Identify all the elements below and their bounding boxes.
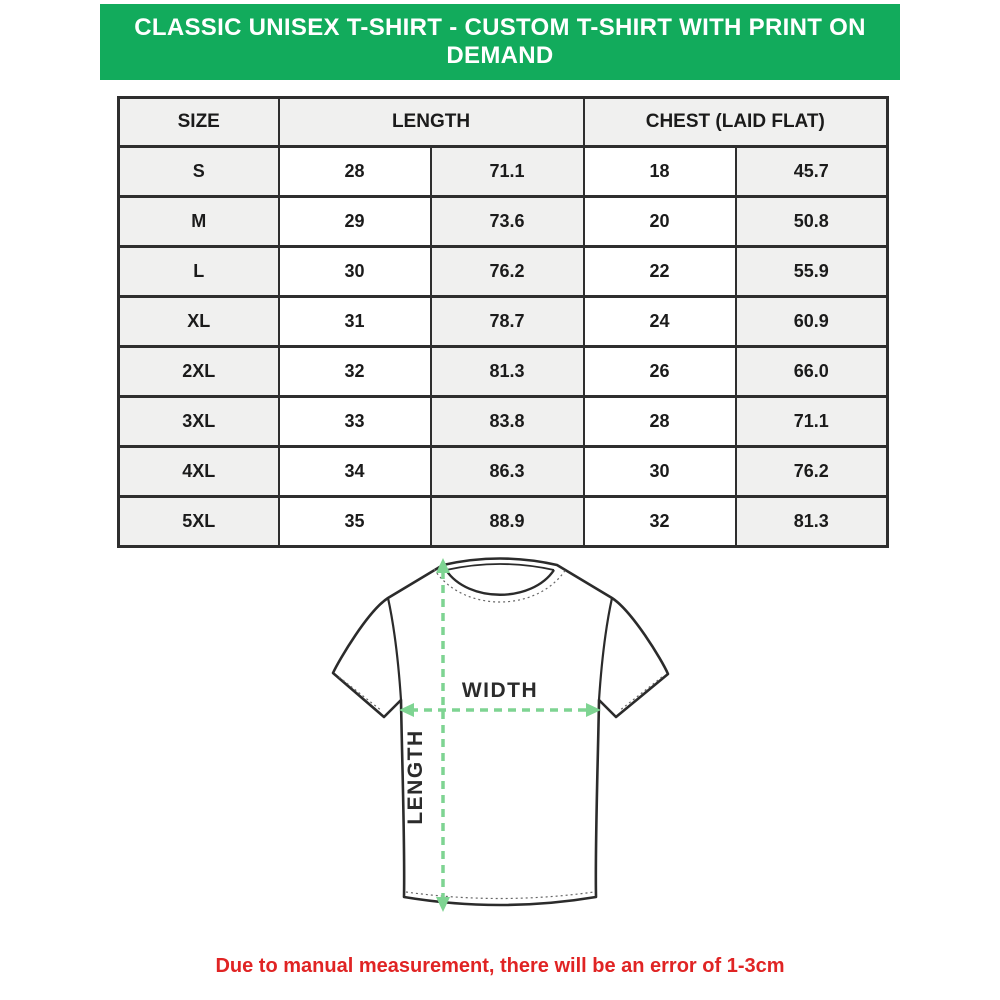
table-row <box>119 497 888 547</box>
tshirt-outline-drawing <box>300 545 700 945</box>
cell-chest-cm: 66.0 <box>736 347 888 397</box>
cell-chest-cm: 45.7 <box>736 147 888 197</box>
cell-chest-cm: 81.3 <box>736 497 888 547</box>
table-row <box>119 197 888 247</box>
cell-size: 4XL <box>119 447 279 497</box>
table-row <box>119 247 888 297</box>
width-label: WIDTH <box>461 679 539 702</box>
cell-size: S <box>119 147 279 197</box>
size-table-body <box>119 147 888 547</box>
cell-length-in: 33 <box>279 397 431 447</box>
cell-size: L <box>119 247 279 297</box>
cell-length-in: 31 <box>279 297 431 347</box>
table-row <box>119 447 888 497</box>
cell-chest-in: 20 <box>584 197 736 247</box>
cell-size: XL <box>119 297 279 347</box>
cell-chest-in: 32 <box>584 497 736 547</box>
header-chest: CHEST (LAID FLAT) <box>584 98 888 147</box>
tshirt-body-outline <box>333 559 668 906</box>
cell-chest-cm: 60.9 <box>736 297 888 347</box>
cell-size: 5XL <box>119 497 279 547</box>
cell-length-in: 32 <box>279 347 431 397</box>
header-length: LENGTH <box>279 98 584 147</box>
cell-length-cm: 76.2 <box>431 247 584 297</box>
table-row <box>119 397 888 447</box>
cell-chest-in: 22 <box>584 247 736 297</box>
cell-size: 2XL <box>119 347 279 397</box>
cell-length-cm: 86.3 <box>431 447 584 497</box>
table-row <box>119 297 888 347</box>
cell-length-cm: 83.8 <box>431 397 584 447</box>
cell-length-cm: 78.7 <box>431 297 584 347</box>
cell-length-cm: 81.3 <box>431 347 584 397</box>
cell-length-in: 30 <box>279 247 431 297</box>
cell-length-cm: 88.9 <box>431 497 584 547</box>
table-row <box>119 347 888 397</box>
page-title: CLASSIC UNISEX T-SHIRT - CUSTOM T-SHIRT WITH PRINT ON DEMAND <box>134 14 866 69</box>
cell-chest-in: 28 <box>584 397 736 447</box>
header-size: SIZE <box>119 98 279 147</box>
table-row <box>119 147 888 197</box>
cell-chest-cm: 76.2 <box>736 447 888 497</box>
cell-length-cm: 71.1 <box>431 147 584 197</box>
cell-length-in: 34 <box>279 447 431 497</box>
title-banner <box>100 4 900 80</box>
cell-size: 3XL <box>119 397 279 447</box>
cell-chest-in: 18 <box>584 147 736 197</box>
measurement-error-note: Due to manual measurement, there will be an error of 1-3cm <box>215 955 785 977</box>
size-chart-table <box>117 96 889 548</box>
cell-chest-cm: 50.8 <box>736 197 888 247</box>
cell-chest-cm: 71.1 <box>736 397 888 447</box>
header-row <box>119 98 888 147</box>
tshirt-diagram <box>300 545 700 945</box>
cell-size: M <box>119 197 279 247</box>
length-arrowhead-bottom <box>436 897 450 912</box>
cell-length-in: 35 <box>279 497 431 547</box>
cell-length-in: 29 <box>279 197 431 247</box>
cell-length-in: 28 <box>279 147 431 197</box>
cell-chest-cm: 55.9 <box>736 247 888 297</box>
cell-chest-in: 24 <box>584 297 736 347</box>
length-label: LENGTH <box>404 729 427 825</box>
cell-chest-in: 26 <box>584 347 736 397</box>
cell-length-cm: 73.6 <box>431 197 584 247</box>
cell-chest-in: 30 <box>584 447 736 497</box>
